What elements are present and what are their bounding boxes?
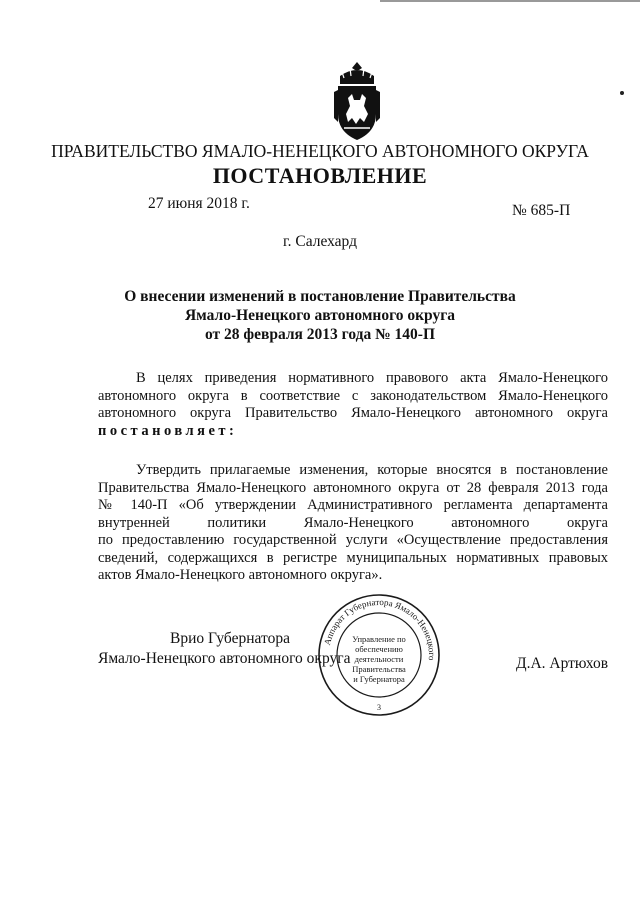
paragraph-line: № 140-П «Об утверждении Административного регламента департамента: [98, 497, 608, 513]
preamble-paragraph: [98, 370, 608, 440]
document-number: № 685-П: [512, 202, 571, 219]
stamp-line: Правительства: [352, 664, 406, 674]
paragraph-line: В целях приведения нормативного правового акта Ямало-Ненецкого: [136, 370, 608, 386]
stamp-line: обеспечению: [355, 644, 403, 654]
paragraph-line: Правительства Ямало-Ненецкого автономного округа от 28 февраля 2013 года: [98, 479, 608, 496]
document-type-title: ПОСТАНОВЛЕНИЕ: [212, 163, 428, 188]
body-paragraph: [98, 462, 608, 585]
paragraph-line: сведений, содержащихся в регистре муниципальных нормативных правовых: [98, 549, 608, 566]
subject-line: Ямало-Ненецкого автономного округа: [184, 307, 455, 324]
paragraph-line: актов Ямало-Ненецкого автономного округа».: [98, 567, 383, 583]
scan-dot-mark: [620, 91, 624, 95]
stamp-ring-text: Аппарат Губернатора Ямало-Ненецкого: [322, 596, 438, 661]
coat-of-arms-icon: [330, 62, 384, 144]
signer-name: Д.А. Артюхов: [516, 655, 609, 672]
stamp-line: деятельности: [354, 654, 404, 664]
stamp-number: 3: [377, 703, 381, 712]
official-stamp: [316, 592, 442, 718]
signer-position-line2: Ямало-Ненецкого автономного округа: [98, 650, 351, 667]
decree-word: постановляет:: [98, 422, 238, 439]
paragraph-line: внутренней политики Ямало-Ненецкого автономного округа: [98, 514, 608, 531]
stamp-line: Управление по: [352, 634, 406, 644]
document-date: 27 июня 2018 г.: [148, 195, 250, 212]
government-title: ПРАВИТЕЛЬСТВО ЯМАЛО-НЕНЕЦКОГО АВТОНОМНОГО ОКРУГА: [51, 141, 589, 161]
paragraph-line: Утвердить прилагаемые изменения, которые вносятся в постановление: [136, 462, 608, 478]
document-subject: [0, 287, 640, 344]
document-city: г. Салехард: [283, 233, 357, 250]
stamp-line: и Губернатора: [353, 674, 405, 684]
paragraph-line: автономного округа Правительство Ямало-Ненецкого автономного округа: [98, 405, 608, 421]
subject-line: от 28 февраля 2013 года № 140-П: [204, 326, 436, 343]
subject-line: О внесении изменений в постановление Правительства: [124, 288, 516, 305]
paragraph-line: по предоставлению государственной услуги «Осуществление предоставления: [98, 532, 608, 548]
scan-edge-line: [380, 0, 640, 2]
paragraph-line: автономного округа в соответствие с законодательством Ямало-Ненецкого: [98, 387, 608, 404]
signer-position-line1: Врио Губернатора: [170, 630, 290, 647]
